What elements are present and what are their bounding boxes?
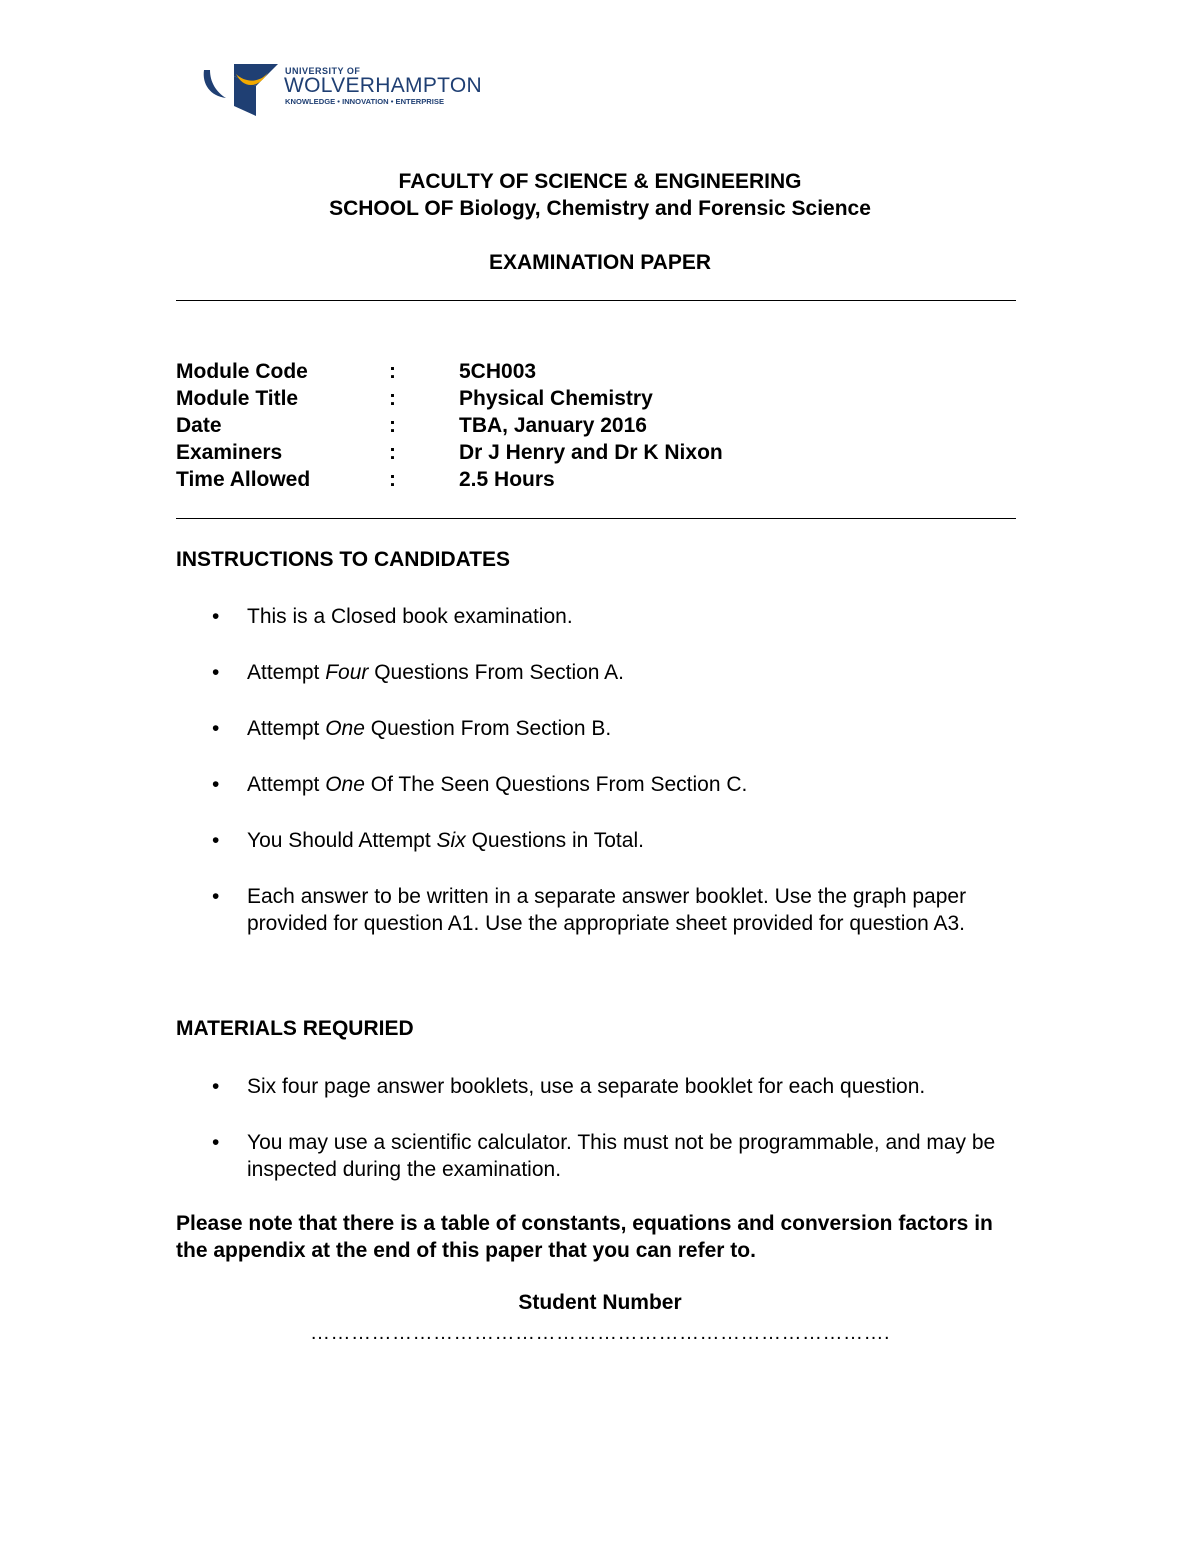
instruction-emphasis: Six <box>436 829 466 852</box>
bullet-icon: • <box>212 885 220 908</box>
instruction-text: This is a Closed book examination. <box>247 605 573 628</box>
module-row-key: Module Code <box>176 360 308 383</box>
faculty-title: FACULTY OF SCIENCE & ENGINEERING <box>398 170 802 193</box>
appendix-note: Please note that there is a table of constants, equations and conversion factors in the appendix at the end of this paper that you can refer to. <box>176 1212 993 1262</box>
bullet-icon: • <box>212 605 220 628</box>
instruction-item <box>176 659 1016 686</box>
instruction-item <box>176 715 1016 742</box>
bullet-icon: • <box>212 1131 220 1154</box>
instruction-text-end: Of The Seen Questions From Section C. <box>364 773 748 796</box>
student-number-label: Student Number <box>518 1291 682 1314</box>
module-row-key: Module Title <box>176 387 299 410</box>
divider-bottom <box>176 518 1016 519</box>
module-row-key: Date <box>176 414 222 437</box>
module-row-value: TBA, January 2016 <box>459 414 647 437</box>
materials-heading: MATERIALS REQURIED <box>176 1017 414 1040</box>
instruction-item <box>176 883 1016 937</box>
instruction-item <box>176 771 1016 798</box>
module-row-value: Physical Chemistry <box>459 387 653 410</box>
instruction-text: Attempt <box>247 773 326 796</box>
module-row-separator: : <box>389 360 396 383</box>
module-row-key: Time Allowed <box>176 468 311 491</box>
instruction-emphasis: One <box>325 773 365 796</box>
module-row-separator: : <box>389 468 396 491</box>
module-row-value: 5CH003 <box>459 360 537 383</box>
student-number-field: …………………………………………………………………………. <box>309 1322 891 1344</box>
instruction-item <box>176 603 1016 630</box>
document-type-title: EXAMINATION PAPER <box>488 251 712 274</box>
module-row-value: 2.5 Hours <box>459 468 555 491</box>
module-row-key: Examiners <box>176 441 283 464</box>
school-title: SCHOOL OF Biology, Chemistry and Forensic Science <box>329 197 871 220</box>
material-item <box>176 1129 1016 1183</box>
bullet-icon: • <box>212 1075 220 1098</box>
university-logo <box>200 60 500 118</box>
module-row-separator: : <box>389 414 396 437</box>
instruction-emphasis: One <box>325 717 365 740</box>
material-text: You may use a scientific calculator. This must not be programmable, and may be inspected during the examination. <box>247 1131 996 1181</box>
instruction-text-end: Questions in Total. <box>465 829 644 852</box>
module-row-separator: : <box>389 441 396 464</box>
bullet-icon: • <box>212 829 220 852</box>
bullet-icon: • <box>212 717 220 740</box>
material-item <box>176 1073 1016 1100</box>
instruction-text: Each answer to be written in a separate answer booklet. Use the graph paper provided for question A1. Use the appropriate sheet provided for question A3. <box>247 885 967 935</box>
instructions-list <box>176 603 1016 966</box>
logo-line-university-of: UNIVERSITY OF <box>285 66 361 76</box>
material-text: Six four page answer booklets, use a separate booklet for each question. <box>247 1075 926 1098</box>
logo-line-wolverhampton: WOLVERHAMPTON <box>284 74 482 97</box>
instruction-emphasis: Four <box>325 661 369 684</box>
divider-top <box>176 300 1016 301</box>
instruction-text-end: Questions From Section A. <box>368 661 624 684</box>
module-row-value: Dr J Henry and Dr K Nixon <box>459 441 723 464</box>
instruction-text-end: Question From Section B. <box>364 717 612 740</box>
instructions-heading: INSTRUCTIONS TO CANDIDATES <box>176 548 511 571</box>
wolverhampton-emblem-icon <box>200 60 280 118</box>
materials-list <box>176 1073 1016 1212</box>
bullet-icon: • <box>212 773 220 796</box>
module-row-separator: : <box>389 387 396 410</box>
bullet-icon: • <box>212 661 220 684</box>
instruction-item <box>176 827 1016 854</box>
logo-tagline: KNOWLEDGE • INNOVATION • ENTERPRISE <box>285 97 445 106</box>
instruction-text: Attempt <box>247 661 326 684</box>
instruction-text: You Should Attempt <box>247 829 437 852</box>
instruction-text: Attempt <box>247 717 326 740</box>
